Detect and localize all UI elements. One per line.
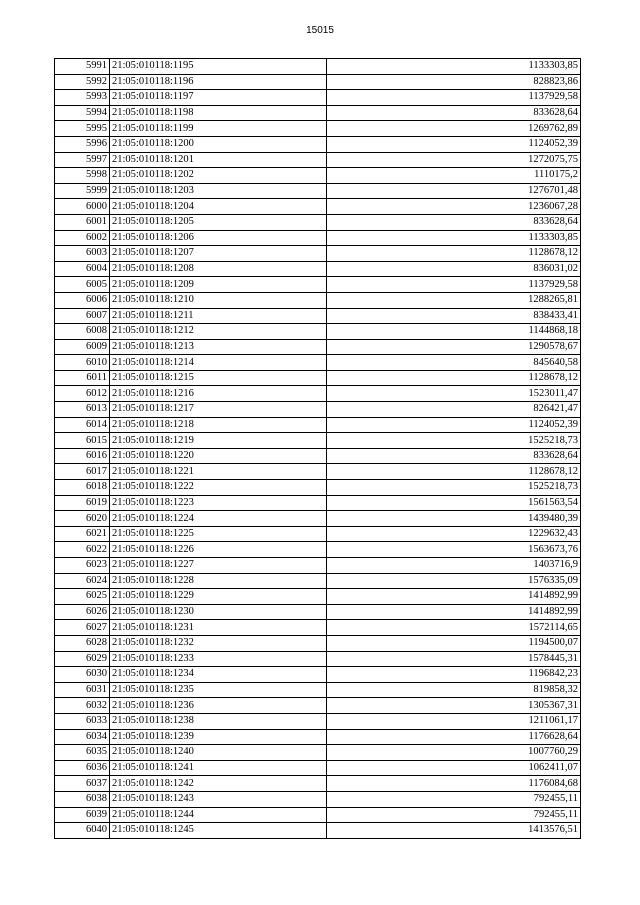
table-row [55, 183, 581, 199]
value-cell: 1290578,67 [327, 339, 581, 355]
value-cell: 1137929,58 [327, 90, 581, 106]
value-cell: 1176628,64 [327, 729, 581, 745]
table-row [55, 604, 581, 620]
table-row [55, 308, 581, 324]
cadastral-number-cell: 21:05:010118:1240 [110, 745, 327, 761]
row-number-cell: 6014 [55, 417, 110, 433]
table-row [55, 324, 581, 340]
table-row [55, 713, 581, 729]
cadastral-value-table [54, 58, 581, 839]
cadastral-number-cell: 21:05:010118:1228 [110, 573, 327, 589]
value-cell: 1137929,58 [327, 277, 581, 293]
table-row [55, 698, 581, 714]
table-row [55, 136, 581, 152]
cadastral-number-cell: 21:05:010118:1222 [110, 480, 327, 496]
row-number-cell: 6029 [55, 651, 110, 667]
table-row [55, 105, 581, 121]
cadastral-number-cell: 21:05:010118:1205 [110, 214, 327, 230]
value-cell: 845640,58 [327, 355, 581, 371]
row-number-cell: 6001 [55, 214, 110, 230]
row-number-cell: 6024 [55, 573, 110, 589]
row-number-cell: 6002 [55, 230, 110, 246]
cadastral-number-cell: 21:05:010118:1232 [110, 635, 327, 651]
row-number-cell: 6038 [55, 791, 110, 807]
table-row [55, 558, 581, 574]
table-row [55, 168, 581, 184]
table-row [55, 370, 581, 386]
table-row [55, 277, 581, 293]
row-number-cell: 6008 [55, 324, 110, 340]
row-number-cell: 6012 [55, 386, 110, 402]
value-cell: 1578445,31 [327, 651, 581, 667]
cadastral-number-cell: 21:05:010118:1217 [110, 402, 327, 418]
cadastral-number-cell: 21:05:010118:1215 [110, 370, 327, 386]
row-number-cell: 6018 [55, 480, 110, 496]
cadastral-number-cell: 21:05:010118:1234 [110, 667, 327, 683]
table-row [55, 230, 581, 246]
row-number-cell: 6028 [55, 635, 110, 651]
table-row [55, 433, 581, 449]
cadastral-number-cell: 21:05:010118:1236 [110, 698, 327, 714]
cadastral-number-cell: 21:05:010118:1203 [110, 183, 327, 199]
row-number-cell: 6032 [55, 698, 110, 714]
cadastral-number-cell: 21:05:010118:1221 [110, 464, 327, 480]
table-row [55, 480, 581, 496]
cadastral-number-cell: 21:05:010118:1210 [110, 292, 327, 308]
row-number-cell: 6039 [55, 807, 110, 823]
table-row [55, 199, 581, 215]
row-number-cell: 6011 [55, 370, 110, 386]
table-row [55, 791, 581, 807]
cadastral-number-cell: 21:05:010118:1229 [110, 589, 327, 605]
cadastral-number-cell: 21:05:010118:1208 [110, 261, 327, 277]
value-cell: 1276701,48 [327, 183, 581, 199]
row-number-cell: 6015 [55, 433, 110, 449]
table-row [55, 214, 581, 230]
cadastral-number-cell: 21:05:010118:1196 [110, 74, 327, 90]
value-cell: 1133303,85 [327, 59, 581, 75]
cadastral-number-cell: 21:05:010118:1211 [110, 308, 327, 324]
cadastral-number-cell: 21:05:010118:1230 [110, 604, 327, 620]
table-row [55, 355, 581, 371]
row-number-cell: 6005 [55, 277, 110, 293]
value-cell: 1305367,31 [327, 698, 581, 714]
row-number-cell: 6040 [55, 823, 110, 839]
value-cell: 1196842,23 [327, 667, 581, 683]
value-cell: 1525218,73 [327, 433, 581, 449]
cadastral-number-cell: 21:05:010118:1242 [110, 776, 327, 792]
value-cell: 1133303,85 [327, 230, 581, 246]
value-cell: 1236067,28 [327, 199, 581, 215]
row-number-cell: 6004 [55, 261, 110, 277]
value-cell: 833628,64 [327, 214, 581, 230]
table-body [55, 59, 581, 839]
value-cell: 1572114,65 [327, 620, 581, 636]
table-row [55, 745, 581, 761]
cadastral-number-cell: 21:05:010118:1195 [110, 59, 327, 75]
value-cell: 1124052,39 [327, 417, 581, 433]
row-number-cell: 6003 [55, 246, 110, 262]
cadastral-number-cell: 21:05:010118:1200 [110, 136, 327, 152]
value-cell: 833628,64 [327, 105, 581, 121]
value-cell: 1561563,54 [327, 495, 581, 511]
cadastral-number-cell: 21:05:010118:1244 [110, 807, 327, 823]
value-cell: 833628,64 [327, 448, 581, 464]
row-number-cell: 6000 [55, 199, 110, 215]
cadastral-number-cell: 21:05:010118:1227 [110, 558, 327, 574]
cadastral-number-cell: 21:05:010118:1197 [110, 90, 327, 106]
row-number-cell: 6013 [55, 402, 110, 418]
cadastral-number-cell: 21:05:010118:1226 [110, 542, 327, 558]
row-number-cell: 5999 [55, 183, 110, 199]
row-number-cell: 6019 [55, 495, 110, 511]
cadastral-number-cell: 21:05:010118:1218 [110, 417, 327, 433]
value-cell: 1288265,81 [327, 292, 581, 308]
table-row [55, 121, 581, 137]
cadastral-number-cell: 21:05:010118:1224 [110, 511, 327, 527]
table-row [55, 651, 581, 667]
row-number-cell: 6007 [55, 308, 110, 324]
value-cell: 1269762,89 [327, 121, 581, 137]
row-number-cell: 6035 [55, 745, 110, 761]
row-number-cell: 6016 [55, 448, 110, 464]
cadastral-number-cell: 21:05:010118:1220 [110, 448, 327, 464]
row-number-cell: 6030 [55, 667, 110, 683]
table-row [55, 90, 581, 106]
row-number-cell: 6027 [55, 620, 110, 636]
table-row [55, 417, 581, 433]
cadastral-number-cell: 21:05:010118:1231 [110, 620, 327, 636]
row-number-cell: 6033 [55, 713, 110, 729]
cadastral-number-cell: 21:05:010118:1233 [110, 651, 327, 667]
table-row [55, 776, 581, 792]
row-number-cell: 5995 [55, 121, 110, 137]
cadastral-number-cell: 21:05:010118:1209 [110, 277, 327, 293]
table-row [55, 152, 581, 168]
table-row [55, 402, 581, 418]
table-row [55, 635, 581, 651]
cadastral-number-cell: 21:05:010118:1202 [110, 168, 327, 184]
row-number-cell: 6031 [55, 682, 110, 698]
table-row [55, 620, 581, 636]
row-number-cell: 6020 [55, 511, 110, 527]
table-row [55, 511, 581, 527]
row-number-cell: 6022 [55, 542, 110, 558]
value-cell: 1576335,09 [327, 573, 581, 589]
value-cell: 1062411,07 [327, 760, 581, 776]
cadastral-number-cell: 21:05:010118:1201 [110, 152, 327, 168]
value-cell: 1229632,43 [327, 526, 581, 542]
cadastral-number-cell: 21:05:010118:1216 [110, 386, 327, 402]
value-cell: 826421,47 [327, 402, 581, 418]
table-row [55, 589, 581, 605]
value-cell: 1128678,12 [327, 370, 581, 386]
cadastral-number-cell: 21:05:010118:1241 [110, 760, 327, 776]
value-cell: 819858,32 [327, 682, 581, 698]
row-number-cell: 6037 [55, 776, 110, 792]
value-cell: 828823,86 [327, 74, 581, 90]
cadastral-number-cell: 21:05:010118:1214 [110, 355, 327, 371]
cadastral-number-cell: 21:05:010118:1207 [110, 246, 327, 262]
cadastral-number-cell: 21:05:010118:1199 [110, 121, 327, 137]
table-row [55, 682, 581, 698]
value-cell: 1211061,17 [327, 713, 581, 729]
cadastral-number-cell: 21:05:010118:1204 [110, 199, 327, 215]
row-number-cell: 6025 [55, 589, 110, 605]
cadastral-number-cell: 21:05:010118:1225 [110, 526, 327, 542]
table-row [55, 59, 581, 75]
cadastral-number-cell: 21:05:010118:1219 [110, 433, 327, 449]
row-number-cell: 6010 [55, 355, 110, 371]
value-cell: 1007760,29 [327, 745, 581, 761]
table-row [55, 261, 581, 277]
value-cell: 1128678,12 [327, 246, 581, 262]
table-row [55, 542, 581, 558]
table-row [55, 464, 581, 480]
value-cell: 1414892,99 [327, 589, 581, 605]
value-cell: 1439480,39 [327, 511, 581, 527]
cadastral-number-cell: 21:05:010118:1243 [110, 791, 327, 807]
value-cell: 1272075,75 [327, 152, 581, 168]
table-row [55, 292, 581, 308]
row-number-cell: 5992 [55, 74, 110, 90]
value-cell: 792455,11 [327, 791, 581, 807]
table-row [55, 448, 581, 464]
table-row [55, 667, 581, 683]
cadastral-number-cell: 21:05:010118:1239 [110, 729, 327, 745]
value-cell: 1110175,2 [327, 168, 581, 184]
value-cell: 1403716,9 [327, 558, 581, 574]
row-number-cell: 6009 [55, 339, 110, 355]
table-row [55, 74, 581, 90]
cadastral-number-cell: 21:05:010118:1212 [110, 324, 327, 340]
row-number-cell: 6026 [55, 604, 110, 620]
row-number-cell: 5993 [55, 90, 110, 106]
value-cell: 1176084,68 [327, 776, 581, 792]
value-cell: 838433,41 [327, 308, 581, 324]
value-cell: 1525218,73 [327, 480, 581, 496]
table-row [55, 339, 581, 355]
value-cell: 792455,11 [327, 807, 581, 823]
value-cell: 1128678,12 [327, 464, 581, 480]
table-row [55, 807, 581, 823]
row-number-cell: 6006 [55, 292, 110, 308]
table-row [55, 729, 581, 745]
table-row [55, 495, 581, 511]
row-number-cell: 5996 [55, 136, 110, 152]
table-row [55, 760, 581, 776]
table-row [55, 386, 581, 402]
value-cell: 1523011,47 [327, 386, 581, 402]
cadastral-number-cell: 21:05:010118:1238 [110, 713, 327, 729]
page-number: 15015 [306, 25, 334, 36]
cadastral-number-cell: 21:05:010118:1235 [110, 682, 327, 698]
row-number-cell: 6034 [55, 729, 110, 745]
row-number-cell: 5997 [55, 152, 110, 168]
value-cell: 1413576,51 [327, 823, 581, 839]
value-cell: 1194500,07 [327, 635, 581, 651]
row-number-cell: 6036 [55, 760, 110, 776]
cadastral-number-cell: 21:05:010118:1206 [110, 230, 327, 246]
cadastral-number-cell: 21:05:010118:1198 [110, 105, 327, 121]
cadastral-number-cell: 21:05:010118:1223 [110, 495, 327, 511]
row-number-cell: 6017 [55, 464, 110, 480]
value-cell: 1414892,99 [327, 604, 581, 620]
row-number-cell: 5994 [55, 105, 110, 121]
row-number-cell: 5991 [55, 59, 110, 75]
cadastral-number-cell: 21:05:010118:1213 [110, 339, 327, 355]
value-cell: 1124052,39 [327, 136, 581, 152]
row-number-cell: 6023 [55, 558, 110, 574]
table-row [55, 823, 581, 839]
table-row [55, 573, 581, 589]
value-cell: 836031,02 [327, 261, 581, 277]
table-row [55, 526, 581, 542]
cadastral-number-cell: 21:05:010118:1245 [110, 823, 327, 839]
value-cell: 1563673,76 [327, 542, 581, 558]
row-number-cell: 6021 [55, 526, 110, 542]
table-row [55, 246, 581, 262]
row-number-cell: 5998 [55, 168, 110, 184]
value-cell: 1144868,18 [327, 324, 581, 340]
